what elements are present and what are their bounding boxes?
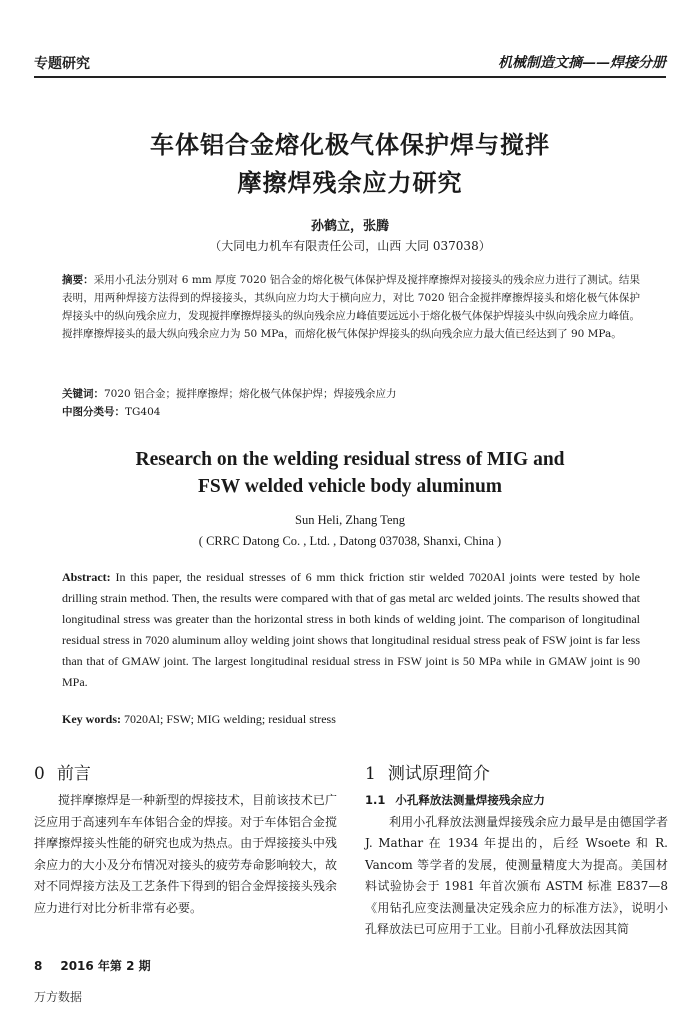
header-section-label: 专题研究 — [34, 56, 90, 72]
header-journal-name: 机械制造文摘——焊接分册 — [498, 55, 666, 71]
section-0-number: 0 — [34, 764, 45, 784]
abstract-chinese — [62, 271, 640, 343]
classification-cn-label: 中图分类号： — [62, 406, 125, 418]
title-chinese — [34, 126, 666, 202]
page-number: 8 — [34, 959, 43, 973]
subsection-1-1-heading — [365, 790, 668, 812]
classification-cn-text: TG404 — [125, 406, 161, 418]
section-0-body: 搅拌摩擦焊是一种新型的焊接技术，目前该技术已广泛应用于高速列车车体铝合金的焊接。对于车体铝合金搅拌摩擦焊接头性能的研究也成为热点。由于焊接接头中残余应力的大小及分布情况对接头的疲劳寿命影响较大，故对不同焊接方法及工艺条件下得到的铝合金焊接接头残余应力进行对比分析非常有必要。 — [34, 793, 337, 915]
page-footer — [34, 957, 151, 974]
title-cn-line-1: 车体铝合金熔化极气体保护焊与搅拌 — [150, 131, 550, 159]
title-en-line-2: FSW welded vehicle body aluminum — [197, 476, 503, 497]
section-0-heading — [34, 759, 91, 784]
section-1-title: 测试原理简介 — [387, 764, 490, 784]
header-rule — [34, 76, 666, 78]
subsection-1-1-title: 小孔释放法测量焊接残余应力 — [395, 793, 545, 807]
abstract-english — [62, 567, 640, 693]
title-english — [34, 446, 666, 500]
keywords-english — [62, 712, 336, 727]
section-0-title: 前言 — [56, 764, 91, 784]
keywords-cn-label: 关键词： — [62, 388, 104, 400]
section-1-body: 利用小孔释放法测量焊接残余应力最早是由德国学者 J. Mathar 在 1934 年提出的，后经 Wsoete 和 R. Vancom 等学者的发展，使测量精度大为提高。美国材料试验协会于 1981 年首次颁布 ASTM 标准 E837—8《用钻孔应变法测量决定残余应力的标准方法》，说明小孔释放法已可应用于工业。目前小孔释放法因其简 — [365, 814, 668, 936]
keywords-cn-text: 7020 铝合金；搅拌摩擦焊；熔化极气体保护焊；焊接残余应力 — [104, 388, 397, 400]
section-1-heading — [365, 759, 490, 784]
affiliation-english: ( CRRC Datong Co. , Ltd. , Datong 037038, Shanxi, China ) — [198, 534, 502, 548]
title-en-line-1: Research on the welding residual stress of MIG and — [135, 449, 565, 470]
section-1-number: 1 — [365, 764, 376, 784]
abstract-cn-label: 摘要： — [62, 274, 94, 286]
keywords-chinese — [62, 385, 397, 403]
issue-label: 2016 年第 2 期 — [60, 959, 151, 973]
keywords-en-label: Key words: — [62, 712, 121, 726]
title-cn-line-2: 摩擦焊残余应力研究 — [237, 169, 463, 197]
database-watermark: 万方数据 — [34, 990, 83, 1004]
subsection-1-1-number: 1.1 — [365, 793, 386, 807]
section-1-column — [365, 790, 668, 941]
affiliation-chinese: （大同电力机车有限责任公司，山西 大同 037038） — [209, 239, 491, 253]
keywords-en-text: 7020Al; FSW; MIG welding; residual stress — [121, 712, 336, 726]
authors-english: Sun Heli, Zhang Teng — [295, 513, 405, 527]
authors-chinese: 孙鹤立，张腾 — [310, 219, 389, 234]
abstract-cn-text: 采用小孔法分别对 6 mm 厚度 7020 铝合金的熔化极气体保护焊及搅拌摩擦焊对接接头的残余应力进行了测试。结果表明，用两种焊接方法得到的焊接接头，其纵向应力均大于横向应力，对比 7020 铝合金搅拌摩擦焊接头和熔化极气体保护焊接头中的纵向残余应力，发现搅拌摩擦焊接头的纵向残余应力峰值要远远小于熔化极气体保护焊接头中纵向残余应力峰值。搅拌摩擦焊接头的最大纵向残余应力为 50 MPa，而熔化极气体保护焊接头的纵向残余应力最大值已经达到了 90 MPa。 — [62, 274, 640, 340]
abstract-en-text: In this paper, the residual stresses of 6 mm thick friction stir welded 7020Al joints were tested by hole drilling strain method. Then, the results were compared with that of gas metal arc welded joints. The results showed that longitudinal stress was greater than the horizontal stress in both kinds of welding joint. The comparison of longitudinal residual stress in 7020 aluminum alloy welding joint shows that longitudinal residual stress peak of FSW joint is far less than that of GMAW joint. The largest longitudinal residual stress in FSW joint is 50 MPa while in GMAW joint is 90 MPa. — [62, 570, 640, 689]
classification-chinese — [62, 403, 160, 421]
abstract-en-label: Abstract: — [62, 570, 111, 584]
